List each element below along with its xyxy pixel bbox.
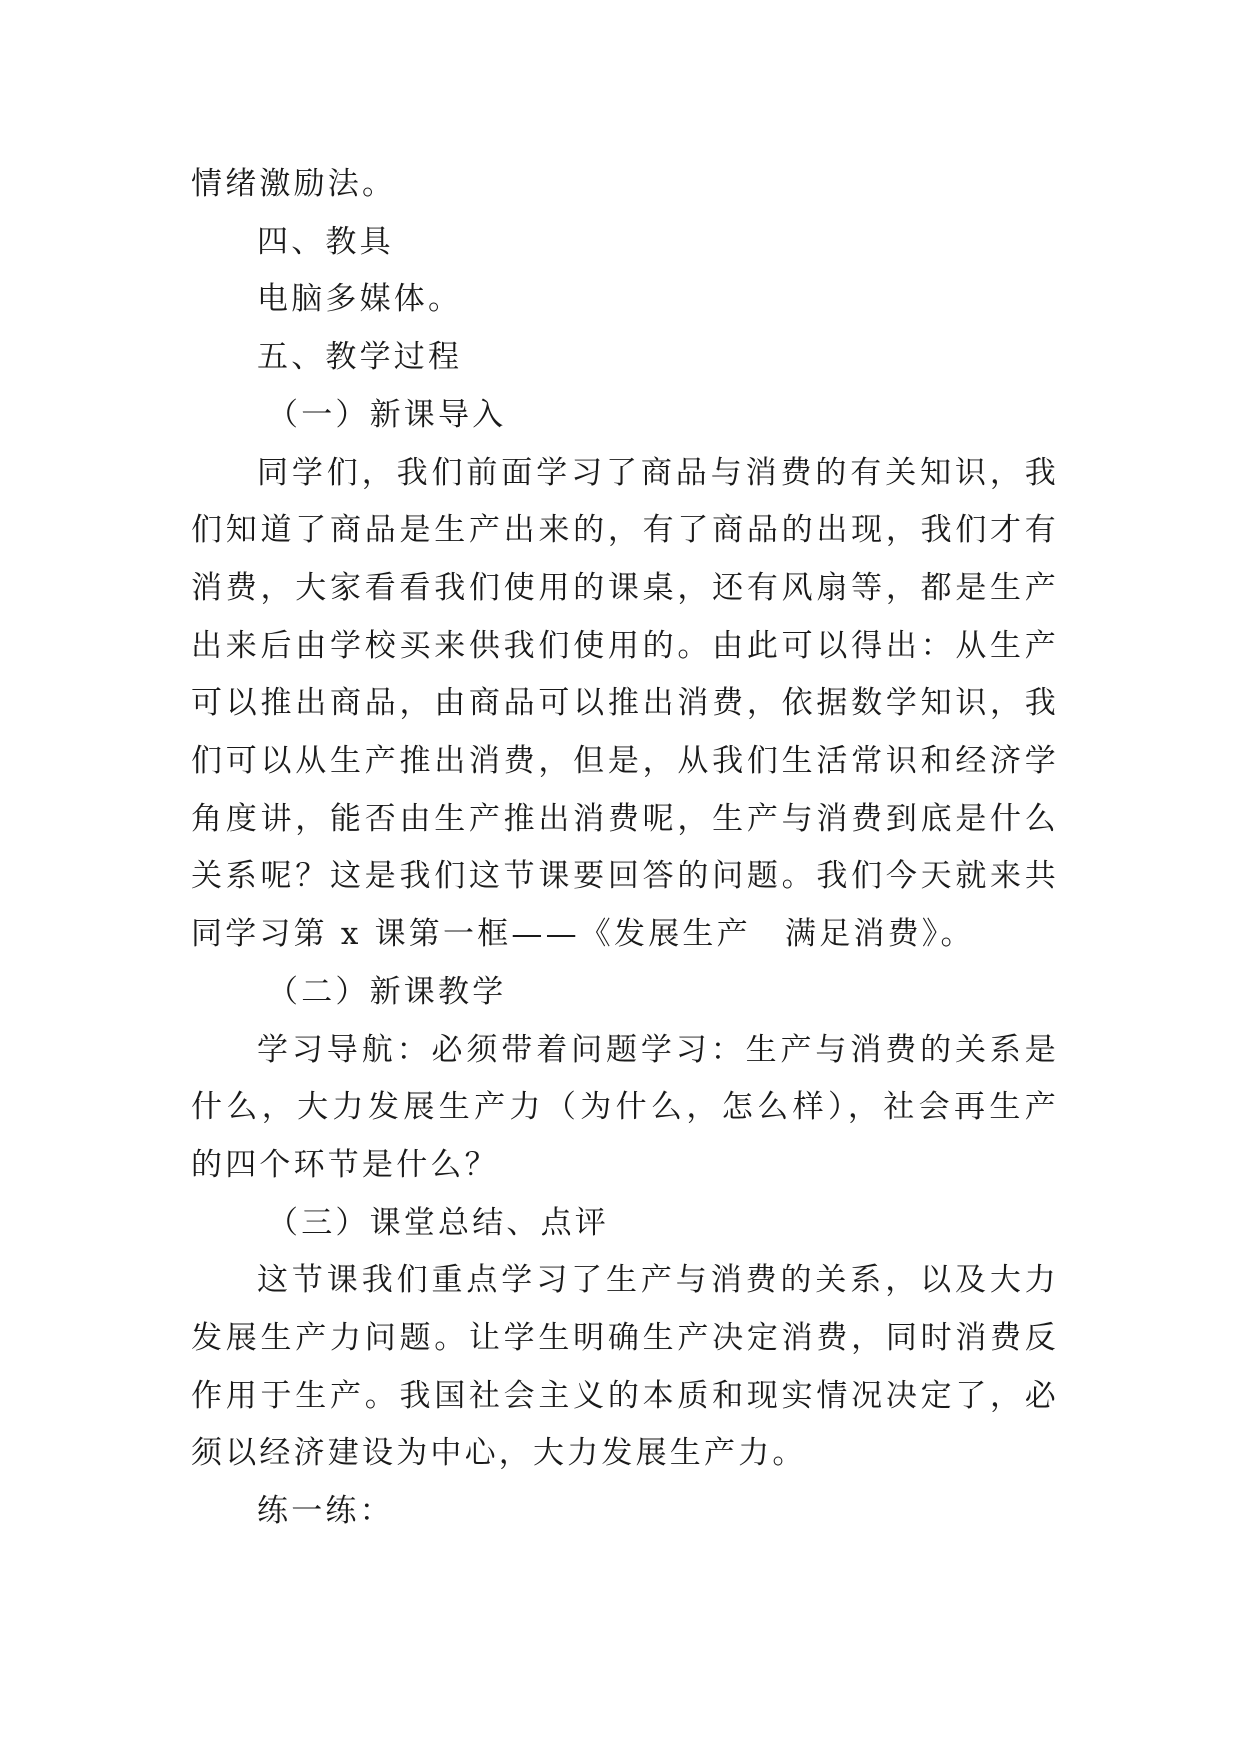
section-heading-teaching-process: 五、教学过程 bbox=[257, 339, 463, 376]
paragraph-introduction: 同学们，我们前面学习了商品与消费的有关知识，我们知道了商品是生产出来的，有了商品的出现，我们才有消费，大家看看我们使用的课桌，还有风扇等，都是生产出来后由学校买来供我们使用的。由此可以得出：从生产可以推出商品，由商品可以推出消费，依据数学知识，我们可以从生产推出消费，但是，从我们生活常识和经济学角度讲，能否由生产推出消费呢，生产与消费到底是什么关系呢？这是我们这节课要回答的问题。我们今天就来共同学习第 x 课第一框——《发展生产 满足消费》。 bbox=[191, 454, 1059, 953]
subsection-heading-summary: （三）课堂总结、点评 bbox=[267, 1204, 609, 1241]
paragraph-method-continuation: 情绪激励法。 bbox=[191, 166, 397, 202]
paragraph-summary: 这节课我们重点学习了生产与消费的关系，以及大力发展生产力问题。让学生明确生产决定消费，同时消费反作用于生产。我国社会主义的本质和现实情况决定了，必须以经济建设为中心，大力发展生产力。 bbox=[191, 1262, 1059, 1472]
paragraph-practice: 练一练： bbox=[257, 1493, 394, 1530]
subsection-heading-introduction: （一）新课导入 bbox=[267, 396, 507, 433]
document-body bbox=[191, 156, 1059, 1541]
paragraph-teaching-aids: 电脑多媒体。 bbox=[257, 281, 463, 318]
subsection-heading-new-lesson: （二）新课教学 bbox=[267, 973, 507, 1010]
section-heading-teaching-aids: 四、教具 bbox=[257, 223, 394, 260]
paragraph-study-guide: 学习导航：必须带着问题学习：生产与消费的关系是什么，大力发展生产力（为什么，怎么样），社会再生产的四个环节是什么？ bbox=[191, 1031, 1059, 1183]
